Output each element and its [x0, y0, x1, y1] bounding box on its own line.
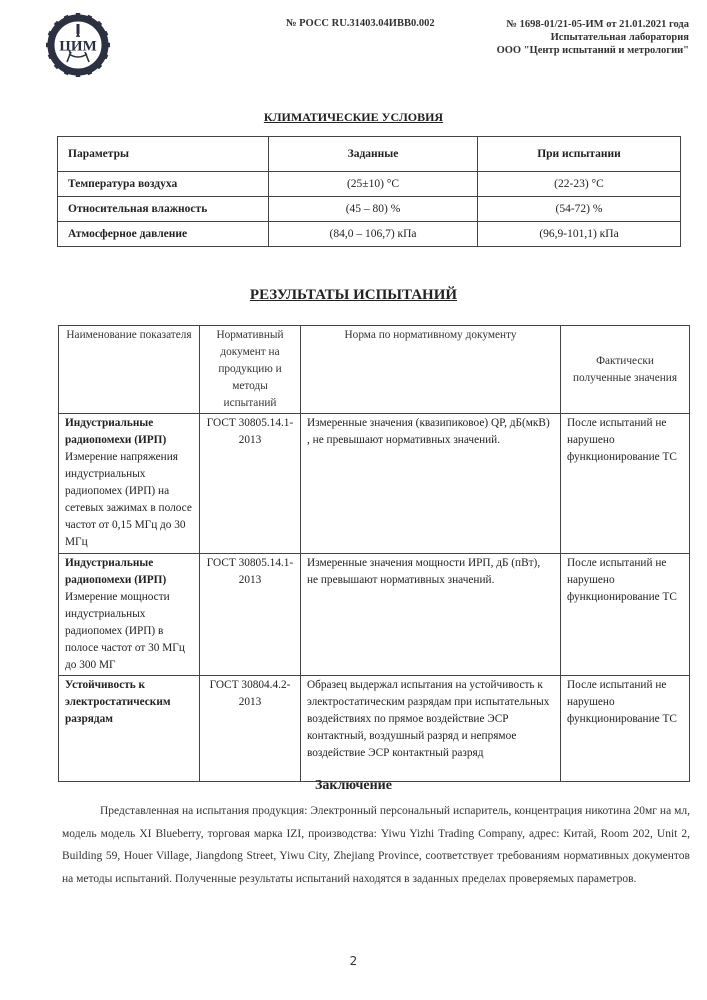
indicator-cell	[59, 554, 200, 676]
svg-text:ЦИМ: ЦИМ	[59, 38, 97, 55]
standard-cell: ГОСТ 30804.4.2-2013	[200, 676, 301, 782]
indicator-name: Индустриальные радиопомехи (ИРП)	[65, 417, 167, 446]
conclusion-body	[62, 800, 690, 890]
climate-row	[58, 197, 681, 222]
norm-cell: Измеренные значения мощности ИРП, дБ (пВт), не превышают нормативных значений.	[301, 554, 561, 676]
results-row	[59, 554, 690, 676]
indicator-cell	[59, 414, 200, 554]
climate-set-value: (25±10) °С	[269, 172, 478, 197]
organization-name: ООО "Центр испытаний и метрологии"	[496, 45, 689, 56]
results-header-cell: Норма по нормативному документу	[301, 326, 561, 414]
norm-cell: Измеренные значения (квазипиковое) QP, дБ(мкВ) , не превышают нормативных значений.	[301, 414, 561, 554]
climate-row	[58, 172, 681, 197]
indicator-name: Устойчивость к электростатическим разрядам	[65, 679, 171, 725]
indicator-cell	[59, 676, 200, 782]
indicator-name: Индустриальные радиопомехи (ИРП)	[65, 557, 167, 586]
actual-cell: После испытаний не нарушено функционирование ТС	[561, 554, 690, 676]
conclusion-paragraph: Представленная на испытания продукция: Электронный персональный испаритель, концентрация никотина 20мг на мл, модель модель XI Blueberry, торговая марка IZI, производства: Yiwu Yizhi Trading Company, адрес: Китай, Room 202, Unit 2, Building 59, Houer Village, Jiangdong Street, Yiwu City, Zhejiang Province, соответствует требованиям нормативных документов на методы испытаний. Полученные результаты испытаний находятся в заданных пределах проверяемых параметров.	[62, 805, 690, 885]
standard-cell: ГОСТ 30805.14.1-2013	[200, 414, 301, 554]
results-header-row	[59, 326, 690, 414]
results-row	[59, 414, 690, 554]
indicator-description: Измерение мощности индустриальных радиопомех (ИРП) в полосе частот от 30 МГц до 300 МГ	[65, 591, 185, 671]
header-info	[497, 18, 689, 57]
climate-test-value: (54-72) %	[478, 197, 681, 222]
results-table	[58, 325, 690, 782]
gear-logo-icon	[45, 12, 111, 78]
climate-title: КЛИМАТИЧЕСКИЕ УСЛОВИЯ	[263, 110, 444, 124]
page-number: 2	[349, 954, 358, 968]
climate-set-value: (84,0 – 106,7) кПа	[269, 222, 478, 247]
lab-name: Испытательная лаборатория	[550, 32, 689, 43]
results-header-cell: Фактически полученные значения	[561, 326, 690, 414]
climate-row	[58, 222, 681, 247]
climate-set-value: (45 – 80) %	[269, 197, 478, 222]
organization-logo	[45, 12, 111, 78]
standard-cell: ГОСТ 30805.14.1-2013	[200, 554, 301, 676]
climate-header-cell: Параметры	[58, 137, 269, 172]
results-header-cell: Нормативный документ на продукцию и методы испытаний	[200, 326, 301, 414]
indicator-description: Измерение напряжения индустриальных радиопомех (ИРП) на сетевых зажимах в полосе частот от 0,15 МГц до 30 МГц	[65, 451, 192, 548]
climate-header-cell: При испытании	[478, 137, 681, 172]
climate-test-value: (22-23) °С	[478, 172, 681, 197]
climate-test-value: (96,9-101,1) кПа	[478, 222, 681, 247]
actual-cell: После испытаний не нарушено функционирование ТС	[561, 676, 690, 782]
results-header-cell: Наименование показателя	[59, 326, 200, 414]
norm-cell: Образец выдержал испытания на устойчивость к электростатическим разрядам при испытательных воздействиях по прямое воздействие ЭСР контактный, воздушный разряд и непрямое воздействие ЭСР контактный разряд	[301, 676, 561, 782]
climate-table	[57, 136, 681, 247]
climate-header-cell: Заданные	[269, 137, 478, 172]
protocol-number: № 1698-01/21-05-ИМ от 21.01.2021 года	[506, 19, 689, 30]
actual-cell: После испытаний не нарушено функционирование ТС	[561, 414, 690, 554]
conclusion-title: Заключение	[315, 778, 392, 793]
climate-param: Атмосферное давление	[58, 222, 269, 247]
climate-param: Относительная влажность	[58, 197, 269, 222]
climate-param: Температура воздуха	[58, 172, 269, 197]
results-title: РЕЗУЛЬТАТЫ ИСПЫТАНИЙ	[249, 287, 458, 303]
results-row	[59, 676, 690, 782]
certificate-number: № РОСС RU.31403.04ИВВ0.002	[286, 18, 435, 29]
climate-header-row	[58, 137, 681, 172]
